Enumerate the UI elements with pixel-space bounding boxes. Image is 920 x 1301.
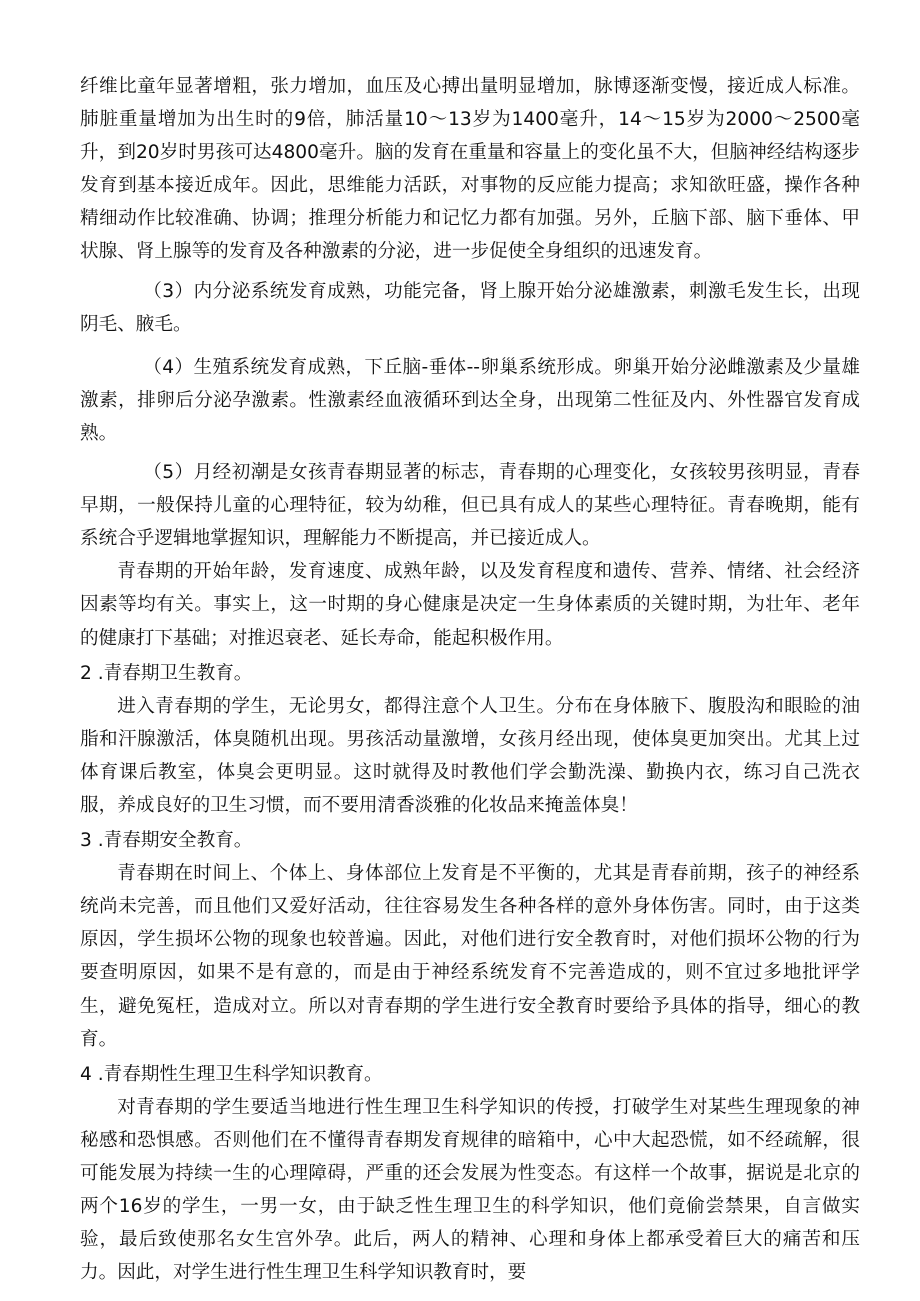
paragraph-summary: 青春期的开始年龄，发育速度、成熟年龄，以及发育程度和遗传、营养、情绪、社会经济因素等均有关。事实上，这一时期的身心健康是决定一生身体素质的关键时期，为壮年、老年的健康打下基础；对推迟衰老、延长寿命，能起积极作用。: [80, 561, 860, 649]
paragraph-item-5: （5）月经初潮是女孩青春期显著的标志，青春期的心理变化，女孩较男孩明显，青春早期，一般保持儿童的心理特征，较为幼稚，但已具有成人的某些心理特征。青春晚期，能有系统合乎逻辑地掌握知识，理解能力不断提高，并已接近成人。: [80, 462, 860, 550]
paragraph-item-4: （4）生殖系统发育成熟，下丘脑-垂体--卵巢系统形成。卵巢开始分泌雌激素及少量雄激素，排卵后分泌孕激素。性激素经血液循环到达全身，出现第二性征及内、外性器官发育成熟。: [80, 356, 860, 444]
document-page: [80, 70, 860, 1289]
section-heading-2: 2 .青春期卫生教育。: [80, 662, 253, 684]
paragraph-hygiene: 进入青春期的学生，无论男女，都得注意个人卫生。分布在身体腋下、腹股沟和眼睑的油脂和汗腺激活，体臭随机出现。男孩活动量激增，女孩月经出现，使体臭更加突出。尤其上过体育课后教室，体臭会更明显。这时就得及时教他们学会勤洗澡、勤换内衣，练习自己洗衣服，养成良好的卫生习惯，而不要用清香淡雅的化妆品来掩盖体臭！: [80, 695, 860, 816]
section-heading-3: 3 .青春期安全教育。: [80, 830, 253, 852]
paragraph-continued: 纤维比童年显著增粗，张力增加，血压及心搏出量明显增加，脉博逐渐变慢，接近成人标准。肺脏重量增加为出生时的9倍，肺活量10～13岁为1400毫升，14～15岁为2000～2500毫升，到20岁时男孩可达4800毫升。脑的发育在重量和容量上的变化虽不大，但脑神经结构逐步发育到基本接近成年。因此，思维能力活跃，对事物的反应能力提高；求知欲旺盛，操作各种精细动作比较准确、协调；推理分析能力和记忆力都有加强。另外，丘脑下部、脑下垂体、甲状腺、肾上腺等的发育及各种激素的分泌，进一步促使全身组织的迅速发育。: [80, 76, 860, 263]
paragraph-item-3: （3）内分泌系统发育成熟，功能完备，肾上腺开始分泌雄激素，刺激毛发生长，出现阴毛、腋毛。: [80, 280, 860, 335]
paragraph-safety: 青春期在时间上、个体上、身体部位上发育是不平衡的，尤其是青春前期，孩子的神经系统尚未完善，而且他们又爱好活动，往往容易发生各种各样的意外身体伤害。同时，由于这类原因，学生损坏公物的现象也较普遍。因此，对他们进行安全教育时，对他们损坏公物的行为要查明原因，如果不是有意的，而是由于神经系统发育不完善造成的，则不宜过多地批评学生，避免冤枉，造成对立。所以对青春期的学生进行安全教育时要给予具体的指导，细心的教育。: [80, 863, 860, 1050]
section-heading-4: 4 .青春期性生理卫生科学知识教育。: [80, 1063, 383, 1085]
paragraph-sex-education: 对青春期的学生要适当地进行性生理卫生科学知识的传授，打破学生对某些生理现象的神秘感和恐惧感。否则他们在不懂得青春期发育规律的暗箱中，心中大起恐慌，如不经疏解，很可能发展为持续一生的心理障碍，严重的还会发展为性变态。有这样一个故事，据说是北京的两个16岁的学生，一男一女，由于缺乏性生理卫生的科学知识，他们竟偷尝禁果，自言做实验，最后致使那名女生宫外孕。此后，两人的精神、心理和身体上都承受着巨大的痛苦和压力。因此，对学生进行性生理卫生科学知识教育时，要: [80, 1096, 860, 1284]
